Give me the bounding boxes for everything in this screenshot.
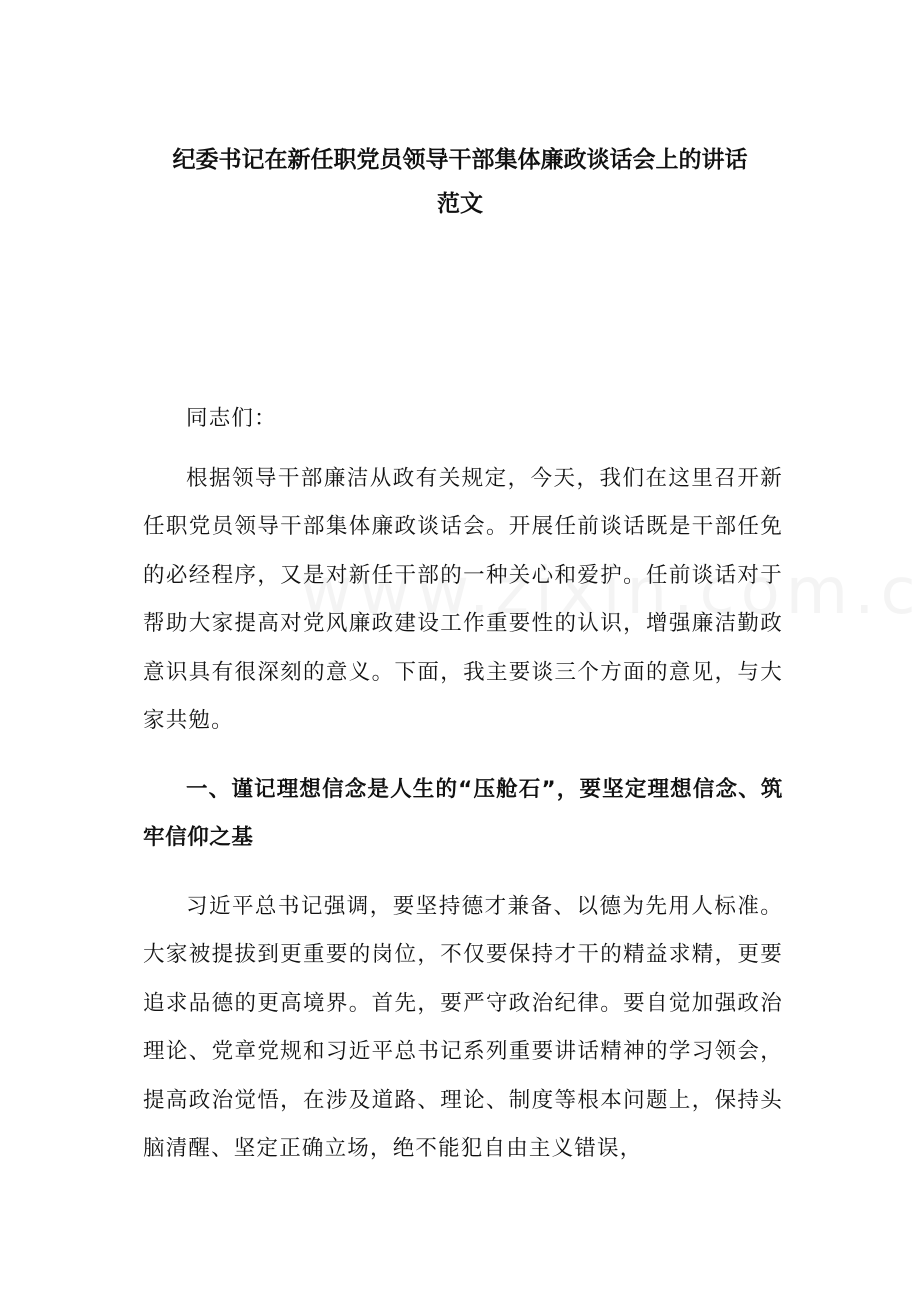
document-body: [143, 395, 783, 1174]
paragraph-intro: 根据领导干部廉洁从政有关规定，今天，我们在这里召开新任职党员领导干部集体廉政谈话会。开展任前谈话既是干部任免的必经程序，又是对新任干部的一种关心和爱护。任前谈话对于帮助大家提高对党风廉政建设工作重要性的认识，增强廉洁勤政意识具有很深刻的意义。下面，我主要谈三个方面的意见，与大家共勉。: [143, 465, 783, 733]
document-title-line2: 范文: [437, 191, 483, 217]
document-title-line1: 纪委书记在新任职党员领导干部集体廉政谈话会上的讲话: [172, 147, 748, 173]
document-title: [120, 138, 800, 226]
section-heading-1: 一、谨记理想信念是人生的“压舱石”，要坚定理想信念、筑牢信仰之基: [143, 776, 783, 850]
paragraph-section-1: 习近平总书记强调，要坚持德才兼备、以德为先用人标准。大家被提拔到更重要的岗位，不仅要保持才干的精益求精，更要追求品德的更高境界。首先，要严守政治纪律。要自觉加强政治理论、党章党规和习近平总书记系列重要讲话精神的学习领会，提高政治觉悟，在涉及道路、理论、制度等根本问题上，保持头脑清醒、坚定正确立场，绝不能犯自由主义错误，: [143, 893, 783, 1161]
greeting: 同志们：: [186, 406, 277, 431]
